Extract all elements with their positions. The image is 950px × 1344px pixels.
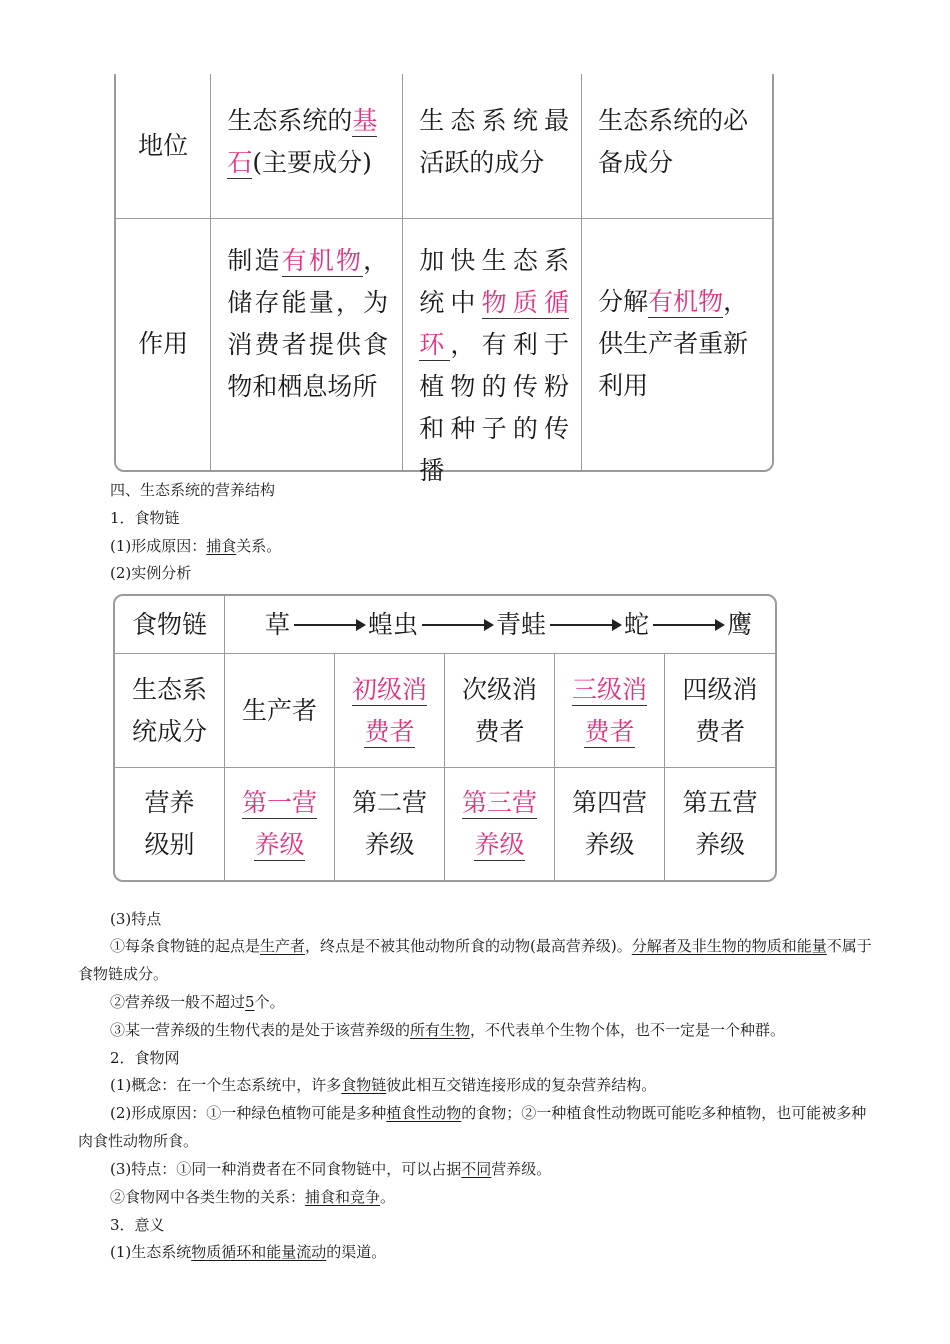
blank-answer: 初级消费者 — [351, 674, 427, 746]
component-cell: 生产者 — [225, 654, 335, 767]
row-head-component: 生态系统成分 — [115, 654, 225, 767]
paragraph: (1)概念：在一个生态系统中，许多食物链彼此相互交错连接形成的复杂营养结构。 — [110, 1076, 657, 1094]
blank-answer: 石 — [227, 148, 253, 177]
status-row — [116, 74, 772, 219]
paragraph: (1)生态系统物质循环和能量流动的渠道。 — [110, 1243, 387, 1261]
blank-answer: 环 — [419, 330, 451, 359]
blank-answer: 物质循环和能量流动 — [191, 1243, 327, 1261]
food-chain: 草 蝗虫 青蛙 蛇 鹰 — [265, 609, 753, 639]
component-row — [115, 654, 775, 768]
paragraph: ①每条食物链的起点是生产者，终点是不被其他动物所食的动物(最高营养级)。分解者及非生物的物质和能量不属于食物链成分。 — [78, 937, 872, 983]
level-cell: 第二营养级 — [335, 768, 445, 880]
level-cell: 第四营养级 — [555, 768, 665, 880]
paragraph: ②营养级一般不超过5个。 — [110, 993, 285, 1011]
consumer-role: 加快生态系统中物质循环，有利于植物的传粉和种子的传播 — [403, 218, 582, 470]
component-cell — [555, 654, 665, 767]
level-cell — [225, 768, 335, 880]
paragraph: ②食物网中各类生物的关系：捕食和竞争。 — [110, 1188, 396, 1206]
blank-answer: 5 — [245, 993, 255, 1011]
paragraph: (3)特点：①同一种消费者在不同食物链中，可以占据不同营养级。 — [110, 1160, 552, 1178]
row-head-level: 营养级别 — [115, 768, 225, 880]
paragraph: ③某一营养级的生物代表的是处于该营养级的所有生物，不代表单个生物个体，也不一定是一个种群。 — [110, 1021, 786, 1039]
producer-role: 制造有机物，储存能量，为消费者提供食物和栖息场所 — [211, 218, 403, 470]
subsection-title: 1．食物链 — [110, 509, 180, 527]
blank-answer: 食物链 — [341, 1076, 387, 1094]
blank-answer: 所有生物 — [410, 1021, 471, 1039]
producer-status: 生态系统的基 石(主要成分) — [211, 74, 403, 218]
paragraph: (2)实例分析 — [110, 564, 192, 582]
decomposer-role: 分解有机物，供生产者重新利用 — [598, 287, 749, 400]
blank-answer: 生产者 — [260, 937, 306, 955]
subsection-title: 3．意义 — [110, 1216, 165, 1234]
level-row — [115, 768, 775, 880]
arrow-icon — [550, 624, 620, 626]
blank-answer: 第一营养级 — [241, 788, 317, 859]
blank-answer: 植食性动物 — [386, 1104, 462, 1122]
blank-answer: 基 — [352, 106, 378, 135]
consumer-status: 生态系统最活跃的成分 — [403, 74, 582, 218]
food-chain-table — [113, 594, 777, 882]
paragraph: (2)形成原因：①一种绿色植物可能是多种植食性动物的食物；②一种植食性动物既可能吃多种植物，也可能被多种肉食性动物所食。 — [78, 1104, 867, 1150]
component-cell: 次级消费者 — [445, 654, 555, 767]
blank-answer: 不同 — [461, 1160, 492, 1178]
component-cell: 四级消费者 — [682, 674, 758, 746]
row-head-chain: 食物链 — [115, 596, 225, 653]
blank-answer: 有机物 — [281, 246, 364, 275]
row-head-status: 地位 — [116, 74, 211, 218]
blank-answer: 捕食和竞争 — [305, 1188, 381, 1206]
component-cell — [335, 654, 445, 767]
blank-answer: 物质循 — [481, 288, 570, 317]
blank-answer: 第三营养级 — [461, 788, 537, 859]
decomposer-status: 生态系统的必备成分 — [598, 106, 749, 177]
level-cell — [445, 768, 555, 880]
paragraph: (1)形成原因：捕食关系。 — [110, 537, 282, 555]
subsection-title: 2．食物网 — [110, 1049, 180, 1067]
arrow-icon — [422, 624, 492, 626]
chain-row — [115, 596, 775, 654]
blank-answer: 分解者及非生物的物质和能量 — [631, 937, 827, 955]
arrow-icon — [653, 624, 723, 626]
section-title: 四、生态系统的营养结构 — [110, 481, 276, 499]
arrow-icon — [294, 624, 364, 626]
row-head-role: 作用 — [116, 218, 211, 470]
blank-answer: 捕食 — [206, 537, 237, 555]
blank-answer: 有机物 — [648, 287, 724, 316]
components-table — [114, 74, 774, 485]
subsection-title: (3)特点 — [110, 910, 162, 928]
level-cell: 第五营养级 — [682, 788, 758, 859]
role-row — [116, 218, 772, 485]
blank-answer: 三级消费者 — [571, 674, 647, 746]
